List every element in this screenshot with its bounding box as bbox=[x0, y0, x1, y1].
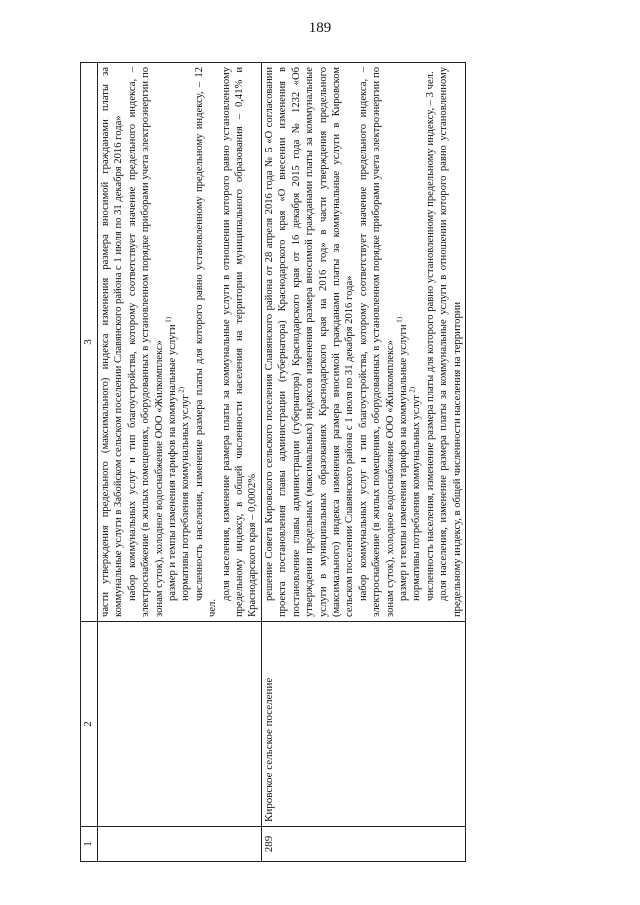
paragraph-text: численность населения, изменение размера платы для которого равно установленному предельному индексу, – 3 чел. bbox=[424, 71, 436, 601]
rotated-table-container bbox=[80, 62, 600, 862]
detail-paragraph bbox=[410, 67, 423, 617]
paragraph-text: доля населения, изменение размера платы за коммунальные услуги в отношении которого равно установленному предельному индексу, в общей численности населения на территории bbox=[438, 67, 463, 617]
paragraph-text: набор коммунальных услуг и тип благоустройства, которому соответствует значение предельного индекса, – электроснабжение (в жилых помещениях, оборудованных в установленном порядке приборами учета электроэнергии по зонам суток), холодное водоснабжение ООО «Жилкомплекс» bbox=[126, 67, 165, 617]
paragraph-text: решение Совета Кировского сельского поселения Славянского района от 28 апреля 2016 года № 5 «О согласовании проекта постановления главы администрации (губернатора) Краснодарского края «О внесении изменения в постановление главы администрации (губернатора) Краснодарского края от 16 декабря 2015 года № 1232 «Об утверждении предельных (максимальных) индексов изменения размера вносимой гражданами платы за коммунальные услуги в муниципальных образованиях Краснодарского края на 2016 год» в части утверждения предельного (максимального) индекса изменения размера вносимой гражданами платы за коммунальные услуги в Кировском сельском поселении Славянского района с 1 июля по 31 декабря 2016 года» bbox=[263, 67, 356, 617]
paragraph-text: размер и темпы изменения тарифов на коммунальные услуги bbox=[167, 324, 179, 601]
paragraph-text: части утверждения предельного (максимального) индекса изменения размера вносимой гражданами платы за коммунальные услуги в Забойском сельском поселении Славянского района с 1 июля по 31 декабря 2016 года» bbox=[100, 67, 125, 617]
table-row-continuation bbox=[98, 63, 262, 862]
settlement-cell: Кировское сельское поселение bbox=[261, 622, 465, 827]
detail-paragraph bbox=[126, 67, 166, 617]
rotated-table bbox=[80, 62, 600, 862]
tariff-table bbox=[80, 62, 466, 862]
footnote-ref: 1) bbox=[395, 316, 404, 325]
detail-paragraph bbox=[193, 67, 220, 617]
detail-paragraph bbox=[357, 67, 397, 617]
row-number-cell: 289 bbox=[261, 827, 465, 862]
detail-paragraph bbox=[437, 67, 464, 617]
detail-paragraph bbox=[263, 67, 357, 617]
paragraph-text: нормативы потребления коммунальных услуг bbox=[411, 394, 423, 601]
paragraph-text: нормативы потребления коммунальных услуг bbox=[180, 394, 192, 601]
settlement-cell bbox=[98, 622, 262, 827]
table-row-289 bbox=[261, 63, 465, 862]
details-cell bbox=[261, 63, 465, 622]
footnote-ref: 2) bbox=[177, 386, 186, 395]
detail-paragraph bbox=[397, 67, 410, 617]
detail-paragraph bbox=[179, 67, 192, 617]
footnote-ref: 1) bbox=[164, 316, 173, 325]
header-col-3: 3 bbox=[81, 63, 98, 622]
detail-paragraph bbox=[99, 67, 126, 617]
header-col-1: 1 bbox=[81, 827, 98, 862]
paragraph-text: размер и темпы изменения тарифов на коммунальные услуги bbox=[397, 324, 409, 601]
detail-paragraph bbox=[424, 67, 437, 617]
detail-paragraph bbox=[166, 67, 179, 617]
details-cell bbox=[98, 63, 262, 622]
paragraph-text: доля населения, изменение размера платы за коммунальные услуги в отношении которого равно установленному предельному индексу, в общей численности населения на территории муниципального образования – 0,41% и Краснодарского края – 0,0002% bbox=[220, 67, 259, 617]
paragraph-text: численность населения, изменение размера платы для которого равно установленному предельному индексу, – 12 чел. bbox=[193, 67, 219, 617]
footnote-ref: 2) bbox=[408, 386, 417, 395]
table-header-row bbox=[81, 63, 98, 862]
page-number: 189 bbox=[308, 20, 332, 36]
detail-paragraph bbox=[220, 67, 260, 617]
paragraph-text: набор коммунальных услуг и тип благоустройства, которому соответствует значение предельного индекса, – электроснабжение (в жилых помещениях, оборудованных в установленном порядке приборами учета электроэнергии по зонам суток), холодное водоснабжение ООО «Жилкомплекс» bbox=[357, 67, 396, 617]
row-number-cell bbox=[98, 827, 262, 862]
header-col-2: 2 bbox=[81, 622, 98, 827]
